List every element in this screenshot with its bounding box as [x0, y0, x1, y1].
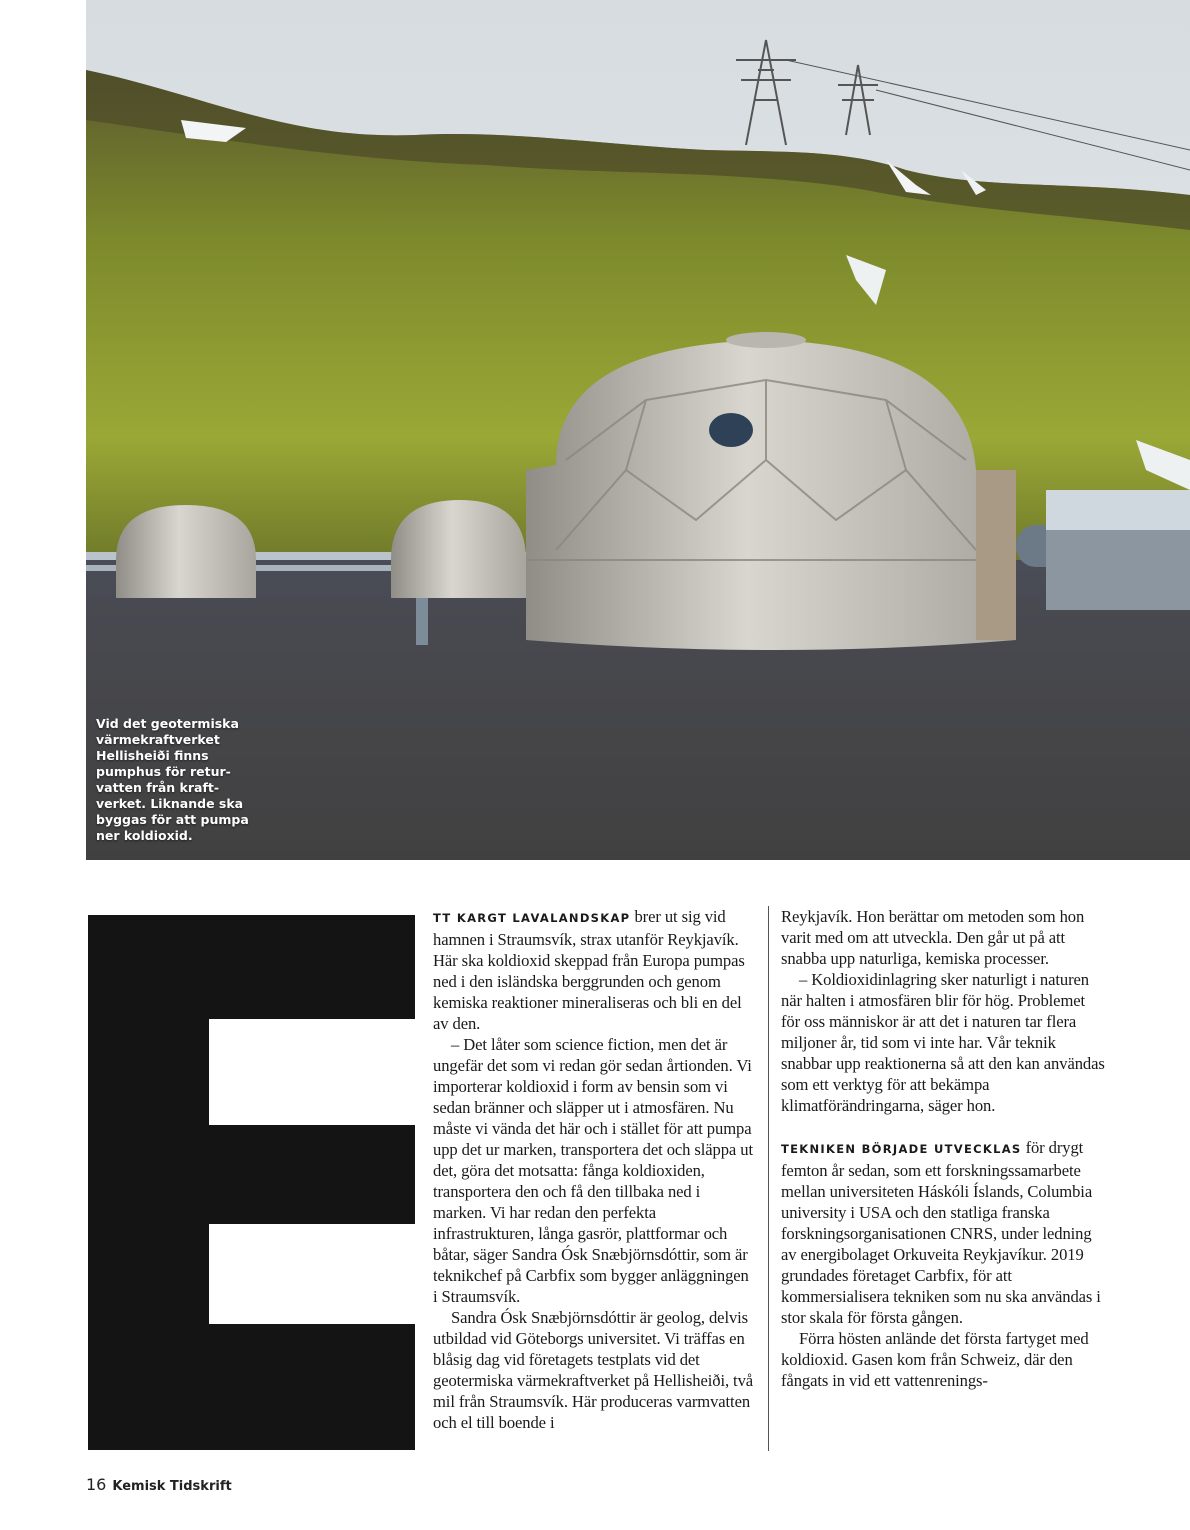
page-number: 16	[86, 1475, 107, 1494]
paragraph	[433, 906, 755, 1034]
paragraph: – Det låter som science fiction, men det är ungefär det som vi redan gör sedan årtionden. Vi importerar koldioxid i form av bensin som vi sedan bränner och släpper ut i atmosfären. Nu måste vi vända det här och i stället för att pumpa upp det ur marken, transportera det och släppa ut det, göra det motsatta: fånga koldioxiden, transportera den och få den tillbaka ned i marken. Vi har redan den perfekta infrastrukturen, långa gasrör, plattformar och båtar, säger Sandra Ósk Snæbjörnsdóttir, som är teknikchef på Carbfix som bygger anläggningen i Straumsvík.	[433, 1035, 753, 1306]
feature-photo	[86, 0, 1190, 860]
page-footer	[86, 1475, 232, 1494]
magazine-name: Kemisk Tidskrift	[112, 1479, 232, 1494]
paragraph: – Koldioxidinlagring sker naturligt i naturen när halten i atmosfären blir för hög. Problemet för oss människor är att det i naturen tar flera miljoner år, tid som vi inte har. Vår teknik snabbar upp reaktionerna så att den kan användas som ett verktyg för att bekämpa klimatförändringarna, säger hon.	[781, 970, 1105, 1115]
paragraph-text: för drygt femton år sedan, som ett forskningssamarbete mellan universiteten Háskóli Íslands, Columbia university i USA och den statliga franska forskningsorganisationen CNRS, under ledning av energibolaget Orkuveita Reykjavíkur. 2019 grundades företaget Carbfix, för att kommersialisera tekniken som nu ska användas i stor skala för första gången.	[781, 1138, 1101, 1327]
lead-in-caps: TT KARGT LAVALANDSKAP	[433, 911, 631, 925]
paragraph-text: brer ut sig vid hamnen i Straumsvík, strax utanför Reykjavík. Här ska koldioxid skeppad från Europa pumpas ned i den isländska berggrunden och genom kemiska reaktioner mineraliseras och bli en del av den.	[433, 907, 745, 1033]
lead-in-caps: TEKNIKEN BÖRJADE UTVECKLAS	[781, 1142, 1022, 1156]
drop-cap-letter	[88, 915, 415, 1450]
column-divider	[768, 906, 769, 1451]
article-column-1	[433, 906, 755, 1433]
article-column-2	[781, 906, 1107, 1391]
drop-cap-text	[88, 915, 89, 916]
paragraph: Reykjavík. Hon berättar om metoden som hon varit med om att utveckla. Den går ut på att snabba upp naturliga, kemiska processer.	[781, 907, 1085, 968]
paragraph: Förra hösten anlände det första fartyget med koldioxid. Gasen kom från Schweiz, där den fångats in vid ett vattenrenings-	[781, 1329, 1089, 1390]
photo-caption: Vid det geotermiska värmekraftverket Hellisheiði finns pumphus för retur- vatten från kraft- verket. Liknande ska byggas för att pumpa ner koldioxid.	[96, 716, 249, 843]
paragraph	[781, 1137, 1107, 1328]
paragraph: Sandra Ósk Snæbjörnsdóttir är geolog, delvis utbildad vid Göteborgs universitet. Vi träffas en blåsig dag vid företagets testplats vid det geotermiska värmekraftverket på Hellisheiði, två mil från Straumsvík. Här produceras varmvatten och el till boende i	[433, 1308, 754, 1432]
